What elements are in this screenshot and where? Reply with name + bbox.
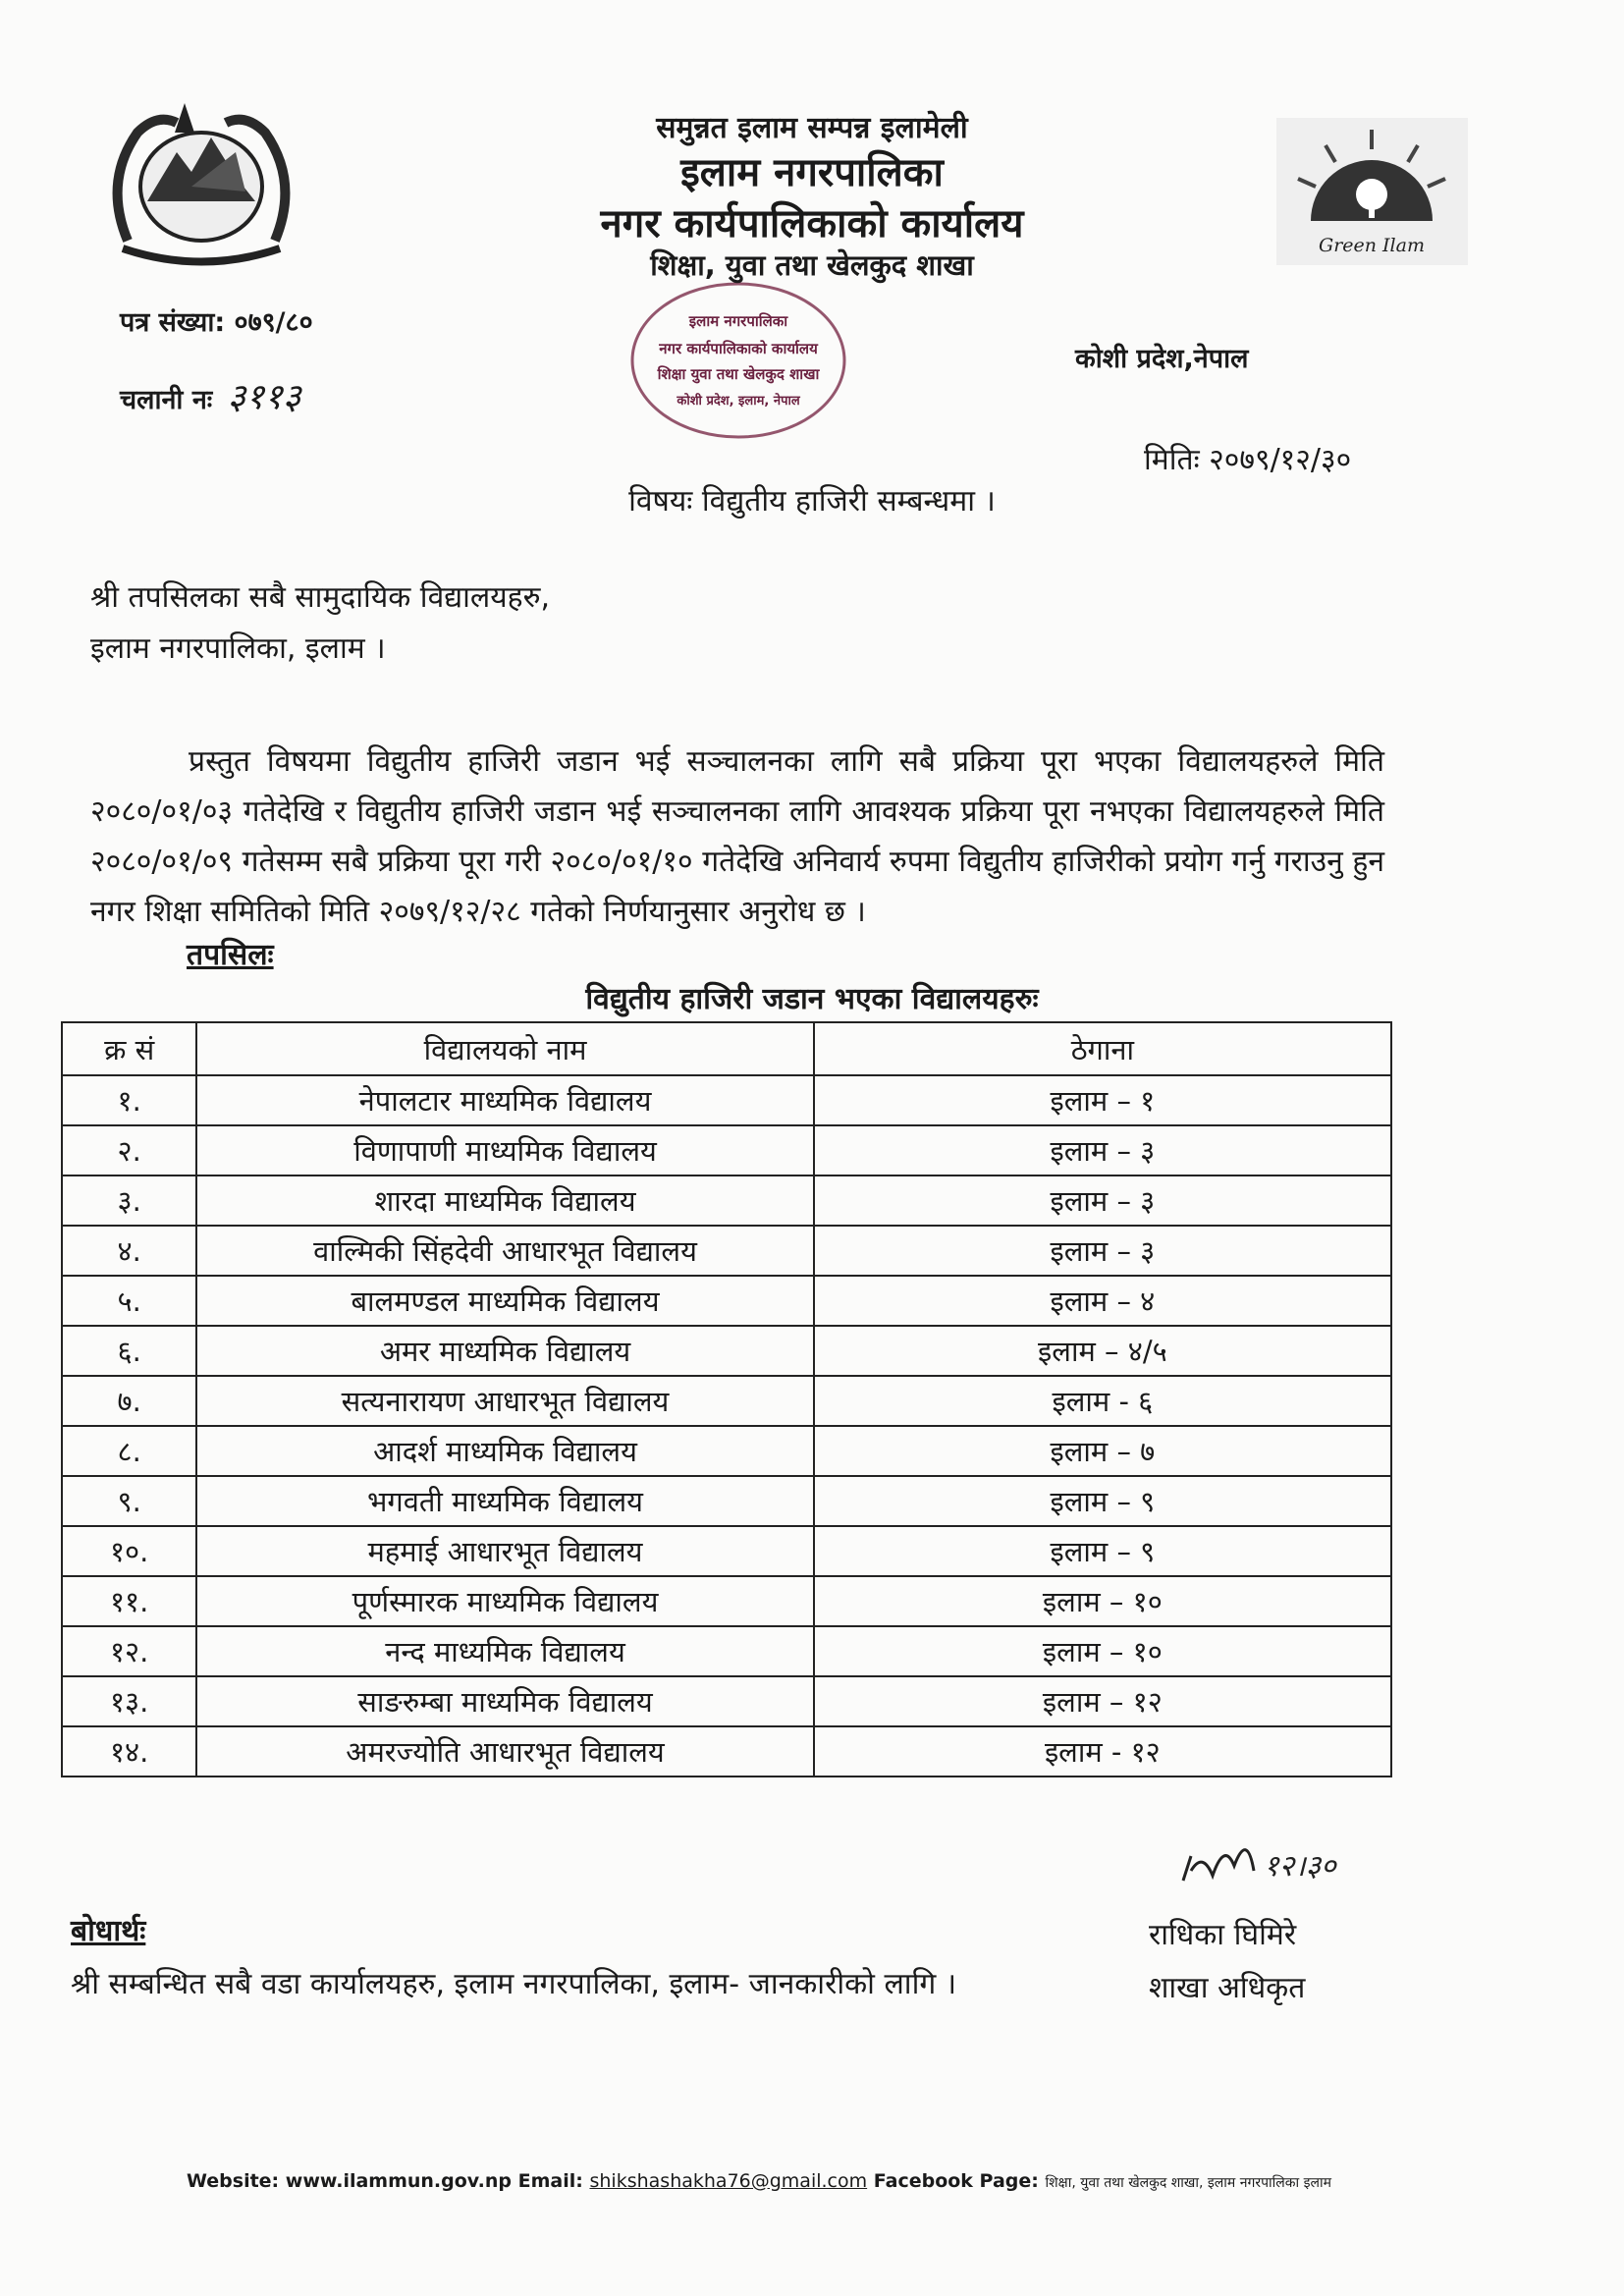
header-address: ठेगाना	[814, 1022, 1391, 1075]
dispatch-number	[120, 371, 301, 419]
row-school-name: शारदा माध्यमिक विद्यालय	[196, 1175, 813, 1226]
website-link[interactable]: www.ilammun.gov.np	[285, 2170, 512, 2192]
facebook-label: Facebook Page:	[873, 2170, 1039, 2192]
row-school-name: सत्यनारायण आधारभूत विद्यालय	[196, 1376, 813, 1426]
row-address: इलाम – १२	[814, 1676, 1391, 1726]
organization-name: इलाम नगरपालिका	[680, 150, 944, 195]
row-serial: १३.	[62, 1676, 196, 1726]
body-paragraph: प्रस्तुत विषयमा विद्युतीय हाजिरी जडान भई सञ्चालनका लागि सबै प्रक्रिया पूरा भएका विद्यालयहरुले मिति २०८०/०१/०३ गतेदेखि र विद्युतीय हाजिरी जडान भई सञ्चालनका लागि आवश्यक प्रक्रिया पूरा नभएका विद्यालयहरुले मिति २०८०/०१/०९ गतेसम्म सबै प्रक्रिया पूरा गरी २०८०/०१/१० गतेदेखि अनिवार्य रुपमा विद्युतीय हाजिरीको प्रयोग गर्नु गराउनु हुन नगर शिक्षा समितिको मिति २०७९/१२/२८ गतेको निर्णयानुसार अनुरोध छ ।	[90, 744, 1384, 929]
header-serial: क्र सं	[62, 1022, 196, 1075]
letter-number-label: पत्र संख्या:	[120, 307, 226, 338]
row-school-name: साङरुम्बा माध्यमिक विद्यालय	[196, 1676, 813, 1726]
table-row	[62, 1626, 1391, 1676]
province: कोशी प्रदेश,नेपाल	[1075, 344, 1249, 374]
table-row	[62, 1125, 1391, 1175]
row-serial: ६.	[62, 1326, 196, 1376]
row-school-name: अमर माध्यमिक विद्यालय	[196, 1326, 813, 1376]
seal-line-3: शिक्षा युवा तथा खेलकुद शाखा	[657, 365, 820, 383]
table-row	[62, 1676, 1391, 1726]
table-row	[62, 1526, 1391, 1576]
row-address: इलाम - ६	[814, 1376, 1391, 1426]
row-school-name: भगवती माध्यमिक विद्यालय	[196, 1476, 813, 1526]
table-row	[62, 1576, 1391, 1626]
table-row	[62, 1175, 1391, 1226]
table-row	[62, 1326, 1391, 1376]
branch-name: शिक्षा, युवा तथा खेलकुद शाखा	[650, 248, 974, 282]
signature-mark	[1173, 1827, 1380, 1895]
row-serial: ८.	[62, 1426, 196, 1476]
letter-number-value: ०७९/८०	[234, 307, 313, 338]
seal-line-1: इलाम नगरपालिका	[688, 312, 788, 330]
row-address: इलाम - १२	[814, 1726, 1391, 1777]
dispatch-value: ३११३	[227, 377, 301, 417]
row-school-name: वाल्मिकी सिंहदेवी आधारभूत विद्यालय	[196, 1226, 813, 1276]
row-school-name: पूर्णस्मारक माध्यमिक विद्यालय	[196, 1576, 813, 1626]
row-address: इलाम – १०	[814, 1626, 1391, 1676]
subject-line: विषयः विद्युतीय हाजिरी सम्बन्धमा ।	[628, 484, 996, 519]
row-school-name: महमाई आधारभूत विद्यालय	[196, 1526, 813, 1576]
header-school-name: विद्यालयको नाम	[196, 1022, 813, 1075]
schools-table	[61, 1021, 1392, 1777]
office-name: नगर कार्यपालिकाको कार्यालय	[600, 201, 1024, 246]
seal-line-2: नगर कार्यपालिकाको कार्यालय	[659, 340, 818, 357]
row-school-name: अमरज्योति आधारभूत विद्यालय	[196, 1726, 813, 1777]
row-address: इलाम – ३	[814, 1226, 1391, 1276]
row-serial: ३.	[62, 1175, 196, 1226]
table-title: विद्युतीय हाजिरी जडान भएका विद्यालयहरुः	[585, 982, 1039, 1016]
row-serial: ११.	[62, 1576, 196, 1626]
facebook-page: शिक्षा, युवा तथा खेलकुद शाखा, इलाम नगरपालिका इलाम	[1045, 2175, 1331, 2191]
addressee-line-2: इलाम नगरपालिका, इलाम ।	[90, 631, 386, 666]
row-serial: १.	[62, 1075, 196, 1125]
addressee-line-1: श्री तपसिलका सबै सामुदायिक विद्यालयहरु,	[90, 580, 551, 615]
email-link[interactable]: shikshashakha76@gmail.com	[589, 2170, 868, 2192]
signatory-title: शाखा अधिकृत	[1149, 1971, 1306, 2005]
signatory-name: राधिका घिमिरे	[1149, 1918, 1297, 1952]
row-address: इलाम – ३	[814, 1125, 1391, 1175]
row-school-name: नन्द माध्यमिक विद्यालय	[196, 1626, 813, 1676]
office-seal	[621, 277, 856, 444]
row-school-name: विणापाणी माध्यमिक विद्यालय	[196, 1125, 813, 1175]
row-school-name: नेपालटार माध्यमिक विद्यालय	[196, 1075, 813, 1125]
cc-label: बोधार्थः	[71, 1914, 146, 1948]
table-row	[62, 1075, 1391, 1125]
row-address: इलाम – ३	[814, 1175, 1391, 1226]
table-header-row	[62, 1022, 1391, 1075]
row-address: इलाम – १०	[814, 1576, 1391, 1626]
motto: समुन्नत इलाम सम्पन्न इलामेली	[656, 111, 968, 145]
row-serial: ९.	[62, 1476, 196, 1526]
table-row	[62, 1726, 1391, 1777]
seal-line-4: कोशी प्रदेश, इलाम, नेपाल	[677, 394, 800, 409]
row-address: इलाम – १	[814, 1075, 1391, 1125]
row-serial: १२.	[62, 1626, 196, 1676]
row-school-name: बालमण्डल माध्यमिक विद्यालय	[196, 1276, 813, 1326]
row-school-name: आदर्श माध्यमिक विद्यालय	[196, 1426, 813, 1476]
row-address: इलाम – ७	[814, 1426, 1391, 1476]
row-address: इलाम – ४	[814, 1276, 1391, 1326]
row-serial: १०.	[62, 1526, 196, 1576]
dispatch-label: चलानी नः	[120, 385, 213, 415]
letter-number	[120, 302, 313, 339]
row-serial: ७.	[62, 1376, 196, 1426]
row-serial: ५.	[62, 1276, 196, 1326]
row-serial: १४.	[62, 1726, 196, 1777]
table-row	[62, 1476, 1391, 1526]
letter-date: मितिः २०७९/१२/३०	[1144, 443, 1352, 477]
green-logo-text: Green Ilam	[1319, 235, 1425, 256]
row-serial: २.	[62, 1125, 196, 1175]
table-row	[62, 1376, 1391, 1426]
table-row	[62, 1226, 1391, 1276]
signature-initials: १२।३०	[1264, 1849, 1336, 1884]
footer	[187, 2170, 1331, 2192]
row-address: इलाम – ९	[814, 1526, 1391, 1576]
cc-text: श्री सम्बन्धित सबै वडा कार्यालयहरु, इलाम नगरपालिका, इलाम- जानकारीको लागि ।	[71, 1967, 957, 2001]
details-label: तपसिलः	[187, 938, 274, 972]
row-serial: ४.	[62, 1226, 196, 1276]
row-address: इलाम – ४/५	[814, 1326, 1391, 1376]
email-label: Email:	[517, 2170, 583, 2192]
table-row	[62, 1426, 1391, 1476]
table-row	[62, 1276, 1391, 1326]
website-label: Website:	[187, 2170, 280, 2192]
row-address: इलाम – ९	[814, 1476, 1391, 1526]
